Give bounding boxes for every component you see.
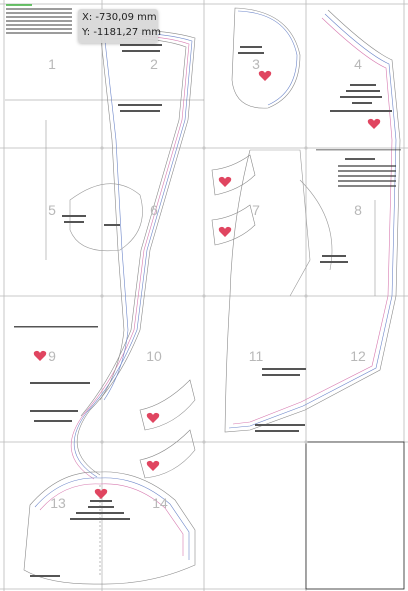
tile-number-2: 2 (150, 56, 158, 72)
coordinate-readout (78, 9, 161, 43)
tile-number-5: 5 (48, 202, 56, 218)
tile-number-10: 10 (146, 348, 162, 364)
tile-number-13: 13 (50, 495, 66, 511)
heart-logo-icon (367, 118, 381, 130)
heart-logo-icon (218, 226, 232, 238)
heart-logo-icon (94, 488, 108, 500)
tile-number-1: 1 (48, 56, 56, 72)
header-instructions (6, 4, 72, 36)
empty-tile (306, 442, 404, 589)
tile-number-11: 11 (248, 348, 264, 364)
tile-number-9: 9 (48, 348, 56, 364)
heart-logo-icon (218, 176, 232, 188)
tile-number-12: 12 (350, 348, 366, 364)
tile-number-8: 8 (354, 202, 362, 218)
heart-logo-icon (146, 412, 160, 424)
heart-logo-icon (258, 70, 272, 82)
tile-number-3: 3 (252, 56, 260, 72)
y-coordinate: Y: -1181,27 mm (82, 27, 161, 38)
tile-number-7: 7 (252, 202, 260, 218)
heart-logo-icon (33, 350, 47, 362)
tile-number-6: 6 (150, 202, 158, 218)
heart-logo-icon (146, 460, 160, 472)
x-coordinate: X: -730,09 mm (82, 12, 157, 23)
tile-number-14: 14 (152, 495, 168, 511)
tile-number-4: 4 (354, 56, 362, 72)
